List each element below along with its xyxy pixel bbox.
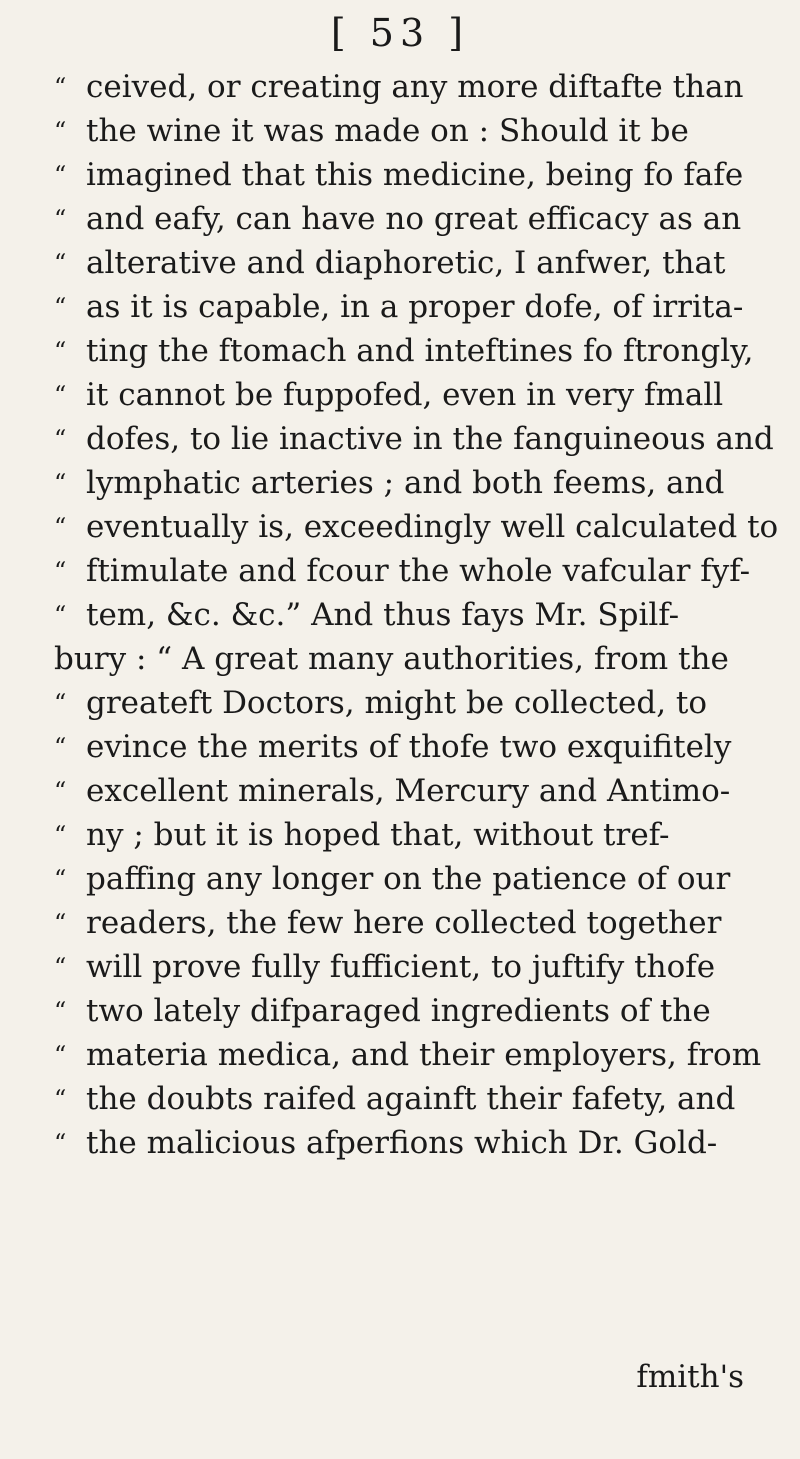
text-line [54,989,772,1033]
line-text: evince the merits of thofe two exquifitely [86,729,732,765]
line-text: two lately difparaged ingredients of the [86,993,711,1029]
quote-mark: “ [54,821,67,849]
quote-mark: “ [54,469,67,497]
text-line [54,373,772,417]
line-text: lymphatic arteries ; and both feems, and [86,465,725,501]
line-text: tem, &c. &c.” And thus fays Mr. Spilf- [86,597,680,633]
quote-mark: “ [54,1041,67,1069]
quote-mark: “ [54,205,67,233]
line-text: ftimulate and fcour the whole vafcular fyf- [86,553,751,589]
text-line [54,637,772,681]
text-line [54,285,772,329]
text-line [54,197,772,241]
line-text: it cannot be fuppofed, even in very fmall [86,377,724,413]
line-text: greateft Doctors, might be collected, to [86,685,708,721]
quote-mark: “ [54,601,67,629]
text-line [54,1121,772,1165]
quote-mark: “ [54,689,67,717]
line-text: the malicious afperfions which Dr. Gold- [86,1125,718,1161]
text-line [54,329,772,373]
line-text: dofes, to lie inactive in the fanguineous and [86,421,774,457]
text-line [54,681,772,725]
quote-mark: “ [54,777,67,805]
text-line [54,813,772,857]
text-line [54,593,772,637]
line-text: ny ; but it is hoped that, without tref- [86,817,670,853]
quote-mark: “ [54,425,67,453]
line-text: as it is capable, in a proper dofe, of irrita- [86,289,744,325]
quote-mark: “ [54,73,67,101]
quote-mark: “ [54,117,67,145]
line-text: eventually is, exceedingly well calculated to [86,509,779,545]
quote-mark: “ [54,161,67,189]
text-line [54,1033,772,1077]
line-text: will prove fully fufficient, to juftify thofe [86,949,716,985]
text-line [54,153,772,197]
line-text: excellent minerals, Mercury and Antimo- [86,773,731,809]
text-line [54,725,772,769]
text-line [54,901,772,945]
quote-mark: “ [54,997,67,1025]
text-line [54,65,772,109]
quote-mark: “ [54,557,67,585]
line-text: the doubts raifed againft their fafety, and [86,1081,736,1117]
quote-mark: “ [54,293,67,321]
line-text: alterative and diaphoretic, I anfwer, that [86,245,726,281]
line-text: paffing any longer on the patience of our [86,861,731,897]
quote-mark: “ [54,909,67,937]
quote-mark: “ [54,953,67,981]
quote-mark: “ [54,1129,67,1157]
line-text: materia medica, and their employers, from [86,1037,762,1073]
text-line [54,461,772,505]
line-text: ceived, or creating any more diftafte than [86,69,744,105]
quote-mark: “ [54,513,67,541]
quote-mark: “ [54,249,67,277]
quote-mark: “ [54,733,67,761]
line-text: the wine it was made on : Should it be [86,113,689,149]
quote-mark: “ [54,337,67,365]
quote-mark: “ [54,381,67,409]
text-line [54,109,772,153]
body-text [54,65,779,1165]
line-text: ting the ftomach and inteftines fo ftrongly, [86,333,754,369]
catchword: fmith's [636,1359,744,1395]
text-line [54,769,772,813]
page-number-header: [ 53 ] [330,11,470,55]
text-line [54,1077,772,1121]
line-text: bury : “ A great many authorities, from the [54,641,729,677]
line-text: imagined that this medicine, being fo fafe [86,157,744,193]
quote-mark: “ [54,865,67,893]
quote-mark: “ [54,1085,67,1113]
line-text: readers, the few here collected together [86,905,722,941]
line-text: and eafy, can have no great efficacy as an [86,201,742,237]
text-line [54,945,772,989]
text-line [54,417,772,461]
text-line [54,857,772,901]
text-line [54,505,779,549]
text-line [54,241,772,285]
text-line [54,549,772,593]
